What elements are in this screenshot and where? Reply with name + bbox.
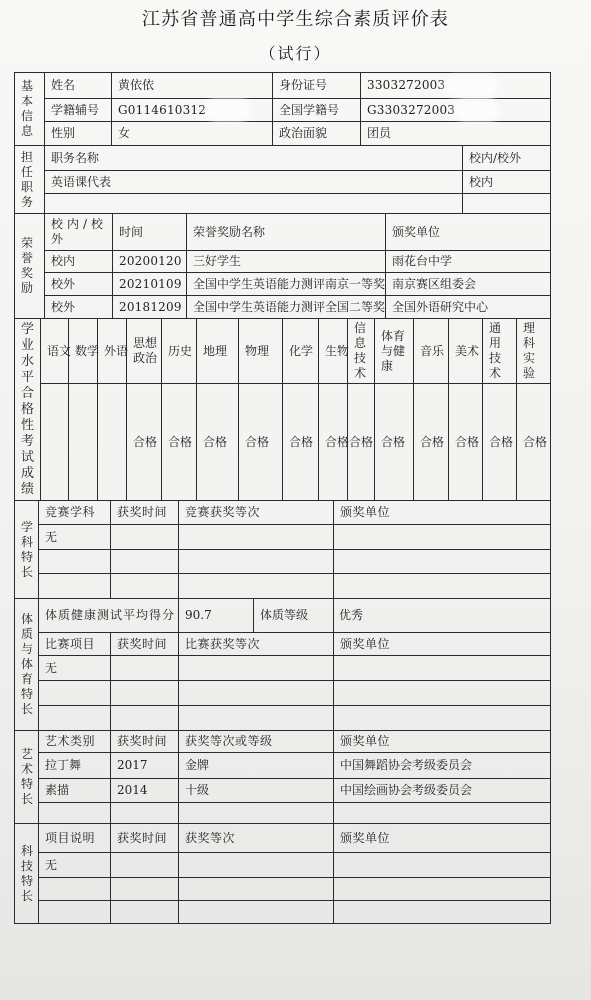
table-row bbox=[15, 194, 551, 214]
subject-header-chemistry: 化学 bbox=[283, 319, 319, 384]
empty-cell bbox=[111, 574, 179, 599]
subject-header-row bbox=[15, 319, 551, 384]
art-category-header: 艺术类别 bbox=[39, 731, 111, 753]
honor-issuer: 雨花台中学 bbox=[386, 251, 551, 273]
empty-cell bbox=[179, 550, 334, 574]
section-label-honors bbox=[15, 214, 45, 319]
subject-header-general-tech bbox=[483, 319, 517, 384]
empty-cell bbox=[111, 681, 179, 706]
table-row bbox=[15, 656, 551, 681]
art-category: 素描 bbox=[39, 779, 111, 803]
empty-cell bbox=[111, 878, 179, 901]
empty-cell bbox=[39, 706, 111, 731]
award-level: 十级 bbox=[179, 779, 334, 803]
table-row bbox=[15, 171, 551, 194]
subject-header-chinese: 语文 bbox=[41, 319, 69, 384]
empty-cell bbox=[463, 194, 551, 214]
section-label-physical bbox=[15, 599, 39, 731]
empty-cell bbox=[39, 803, 111, 824]
national-number-value: G3303272003 bbox=[367, 102, 456, 117]
award-date: 2017 bbox=[111, 753, 179, 779]
empty-cell bbox=[334, 803, 551, 824]
section-label-subject-specialty bbox=[15, 501, 39, 599]
section-label-text: 体质与体育特长 bbox=[21, 612, 34, 716]
result-chinese bbox=[41, 384, 69, 501]
empty-cell bbox=[179, 853, 334, 878]
name-value: 黄依依 bbox=[112, 73, 273, 99]
empty-cell bbox=[45, 194, 463, 214]
result-pe-health: 合格 bbox=[375, 384, 414, 501]
table-row bbox=[15, 753, 551, 779]
id-number-cell bbox=[361, 73, 551, 99]
result-biology: 合格 bbox=[319, 384, 348, 501]
result-art: 合格 bbox=[449, 384, 483, 501]
art-category: 拉丁舞 bbox=[39, 753, 111, 779]
table-row bbox=[15, 574, 551, 599]
result-foreign-language bbox=[98, 384, 127, 501]
result-text: 合格 bbox=[489, 434, 514, 449]
empty-cell bbox=[334, 574, 551, 599]
competition-subject: 无 bbox=[39, 525, 111, 550]
honor-scope: 校内 bbox=[45, 251, 113, 273]
fitness-grade-label: 体质等级 bbox=[254, 599, 334, 633]
table-row bbox=[15, 99, 551, 122]
table-row bbox=[15, 901, 551, 924]
section-label-tech bbox=[15, 824, 39, 924]
honor-scope-header: 校内/校外 bbox=[45, 214, 113, 251]
result-math bbox=[69, 384, 98, 501]
academic-tests-section bbox=[14, 318, 551, 501]
sport-event: 无 bbox=[39, 656, 111, 681]
subject-header-foreign-language: 外语 bbox=[98, 319, 127, 384]
empty-cell bbox=[334, 525, 551, 550]
section-label-text: 学业水平合格性考试成绩 bbox=[21, 321, 35, 497]
award-level-header: 竞赛获奖等次 bbox=[179, 501, 334, 525]
honor-date-header: 时间 bbox=[113, 214, 187, 251]
result-chemistry: 合格 bbox=[283, 384, 319, 501]
award-date-header: 获奖时间 bbox=[111, 633, 179, 656]
basic-info-section bbox=[14, 72, 551, 146]
event-header: 比赛项目 bbox=[39, 633, 111, 656]
tech-section bbox=[14, 823, 551, 924]
result-politics: 合格 bbox=[127, 384, 162, 501]
empty-cell bbox=[334, 681, 551, 706]
result-text: 合格 bbox=[523, 434, 548, 449]
empty-cell bbox=[39, 681, 111, 706]
empty-cell bbox=[39, 574, 111, 599]
award-issuer-header: 颁奖单位 bbox=[334, 633, 551, 656]
honor-name: 全国中学生英语能力测评全国二等奖 bbox=[187, 296, 386, 319]
empty-cell bbox=[334, 656, 551, 681]
result-history: 合格 bbox=[162, 384, 197, 501]
honor-date: 20200120 bbox=[113, 251, 187, 273]
award-level-header: 获奖等次 bbox=[179, 824, 334, 853]
subject-header-it: 信息技术 bbox=[348, 319, 375, 384]
section-label-text: 担任职务 bbox=[21, 149, 34, 209]
award-date-header: 获奖时间 bbox=[111, 824, 179, 853]
empty-cell bbox=[334, 706, 551, 731]
result-music: 合格 bbox=[414, 384, 449, 501]
table-row bbox=[15, 550, 551, 574]
student-number-cell bbox=[112, 99, 273, 122]
table-row bbox=[15, 296, 551, 319]
award-level-header: 获奖等次或等级 bbox=[179, 731, 334, 753]
id-number-value: 3303272003 bbox=[367, 78, 446, 92]
honor-issuer: 南京赛区组委会 bbox=[386, 273, 551, 296]
subject-header-pe-health: 体育与健康 bbox=[375, 319, 414, 384]
empty-cell bbox=[179, 574, 334, 599]
award-issuer: 中国绘画协会考级委员会 bbox=[334, 779, 551, 803]
subject-header-text: 通用技术 bbox=[489, 321, 502, 380]
empty-cell bbox=[111, 803, 179, 824]
honors-section bbox=[14, 213, 551, 319]
empty-cell bbox=[111, 525, 179, 550]
redaction-mask bbox=[209, 103, 247, 117]
empty-cell bbox=[334, 853, 551, 878]
empty-cell bbox=[179, 803, 334, 824]
empty-cell bbox=[179, 656, 334, 681]
empty-cell bbox=[334, 550, 551, 574]
section-label-basic-info bbox=[15, 73, 45, 146]
project-header: 项目说明 bbox=[39, 824, 111, 853]
position-title: 英语课代表 bbox=[45, 171, 463, 194]
gender-value: 女 bbox=[112, 122, 273, 146]
fitness-score-label: 体质健康测试平均得分 bbox=[39, 599, 179, 633]
table-row bbox=[15, 273, 551, 296]
subject-header-science-lab bbox=[517, 319, 551, 384]
subject-header-geography: 地理 bbox=[197, 319, 239, 384]
empty-cell bbox=[334, 878, 551, 901]
subject-header-biology: 生物 bbox=[319, 319, 348, 384]
position-scope-header: 校内/校外 bbox=[463, 146, 551, 171]
empty-cell bbox=[334, 901, 551, 924]
subject-header-math: 数学 bbox=[69, 319, 98, 384]
empty-cell bbox=[179, 525, 334, 550]
document-title: 江苏省普通高中学生综合素质评价表 bbox=[141, 9, 450, 30]
document-subtitle: （试行） bbox=[259, 44, 332, 63]
empty-cell bbox=[179, 878, 334, 901]
subject-header-text: 理科实验 bbox=[523, 321, 536, 380]
physical-section bbox=[14, 598, 551, 731]
table-row bbox=[15, 803, 551, 824]
competition-subject-header: 竞赛学科 bbox=[39, 501, 111, 525]
result-it: 合格 bbox=[348, 384, 375, 501]
result-science-lab bbox=[517, 384, 551, 501]
table-row bbox=[15, 681, 551, 706]
table-row bbox=[15, 214, 551, 251]
subject-header-history: 历史 bbox=[162, 319, 197, 384]
national-number-label: 全国学籍号 bbox=[273, 99, 361, 122]
table-row bbox=[15, 731, 551, 753]
empty-cell bbox=[111, 706, 179, 731]
table-row bbox=[15, 706, 551, 731]
award-level-header: 比赛获奖等次 bbox=[179, 633, 334, 656]
table-row bbox=[15, 146, 551, 171]
empty-cell bbox=[111, 656, 179, 681]
section-label-text: 艺术特长 bbox=[21, 747, 34, 806]
empty-cell bbox=[39, 550, 111, 574]
section-label-text: 学科特长 bbox=[21, 519, 34, 579]
result-geography: 合格 bbox=[197, 384, 239, 501]
honor-date: 20210109 bbox=[113, 273, 187, 296]
fitness-grade-value: 优秀 bbox=[334, 599, 551, 633]
political-status-label: 政治面貌 bbox=[273, 122, 361, 146]
result-general-tech bbox=[483, 384, 517, 501]
student-number-value: G0114610312 bbox=[118, 102, 207, 117]
position-scope: 校内 bbox=[463, 171, 551, 194]
subject-header-art: 美术 bbox=[449, 319, 483, 384]
honor-name-header: 荣誉奖励名称 bbox=[187, 214, 386, 251]
section-label-positions bbox=[15, 146, 45, 214]
award-date-header: 获奖时间 bbox=[111, 501, 179, 525]
empty-cell bbox=[179, 681, 334, 706]
empty-cell bbox=[39, 878, 111, 901]
position-title-header: 职务名称 bbox=[45, 146, 463, 171]
section-label-text: 科技特长 bbox=[21, 843, 34, 903]
table-row bbox=[15, 122, 551, 146]
empty-cell bbox=[111, 550, 179, 574]
subject-result-row bbox=[15, 384, 551, 501]
table-row bbox=[15, 779, 551, 803]
honor-issuer-header: 颁奖单位 bbox=[386, 214, 551, 251]
empty-cell bbox=[111, 901, 179, 924]
table-row bbox=[15, 878, 551, 901]
subject-header-physics: 物理 bbox=[239, 319, 283, 384]
name-label: 姓名 bbox=[45, 73, 112, 99]
fitness-score-value: 90.7 bbox=[179, 599, 254, 633]
positions-section bbox=[14, 145, 551, 214]
table-row bbox=[15, 525, 551, 550]
award-issuer: 中国舞蹈协会考级委员会 bbox=[334, 753, 551, 779]
empty-cell bbox=[179, 706, 334, 731]
table-row bbox=[15, 599, 551, 633]
award-issuer-header: 颁奖单位 bbox=[334, 731, 551, 753]
student-number-label: 学籍辅号 bbox=[45, 99, 112, 122]
award-issuer-header: 颁奖单位 bbox=[334, 824, 551, 853]
arts-section bbox=[14, 730, 551, 824]
honor-date: 20181209 bbox=[113, 296, 187, 319]
section-label-text: 荣誉奖励 bbox=[21, 236, 34, 295]
table-row bbox=[15, 633, 551, 656]
political-status-value: 团员 bbox=[361, 122, 551, 146]
award-issuer-header: 颁奖单位 bbox=[334, 501, 551, 525]
honor-name: 三好学生 bbox=[187, 251, 386, 273]
honor-scope: 校外 bbox=[45, 296, 113, 319]
subject-header-music: 音乐 bbox=[414, 319, 449, 384]
honor-scope: 校外 bbox=[45, 273, 113, 296]
empty-cell bbox=[111, 853, 179, 878]
empty-cell bbox=[39, 901, 111, 924]
redaction-mask bbox=[458, 103, 496, 117]
result-physics: 合格 bbox=[239, 384, 283, 501]
table-row bbox=[15, 251, 551, 273]
id-number-label: 身份证号 bbox=[273, 73, 361, 99]
award-date: 2014 bbox=[111, 779, 179, 803]
table-row bbox=[15, 73, 551, 99]
subject-header-politics: 思想政治 bbox=[127, 319, 162, 384]
table-row bbox=[15, 853, 551, 878]
honor-name: 全国中学生英语能力测评南京一等奖 bbox=[187, 273, 386, 296]
redaction-mask bbox=[448, 79, 494, 93]
award-level: 金牌 bbox=[179, 753, 334, 779]
honor-issuer: 全国外语研究中心 bbox=[386, 296, 551, 319]
gender-label: 性别 bbox=[45, 122, 112, 146]
table-row bbox=[15, 824, 551, 853]
section-label-arts bbox=[15, 731, 39, 824]
table-row bbox=[15, 501, 551, 525]
subject-specialty-section bbox=[14, 500, 551, 599]
empty-cell bbox=[179, 901, 334, 924]
project-description: 无 bbox=[39, 853, 111, 878]
section-label-text: 基本信息 bbox=[21, 79, 34, 138]
award-date-header: 获奖时间 bbox=[111, 731, 179, 753]
national-number-cell bbox=[361, 99, 551, 122]
section-label-academic-tests bbox=[15, 319, 41, 501]
